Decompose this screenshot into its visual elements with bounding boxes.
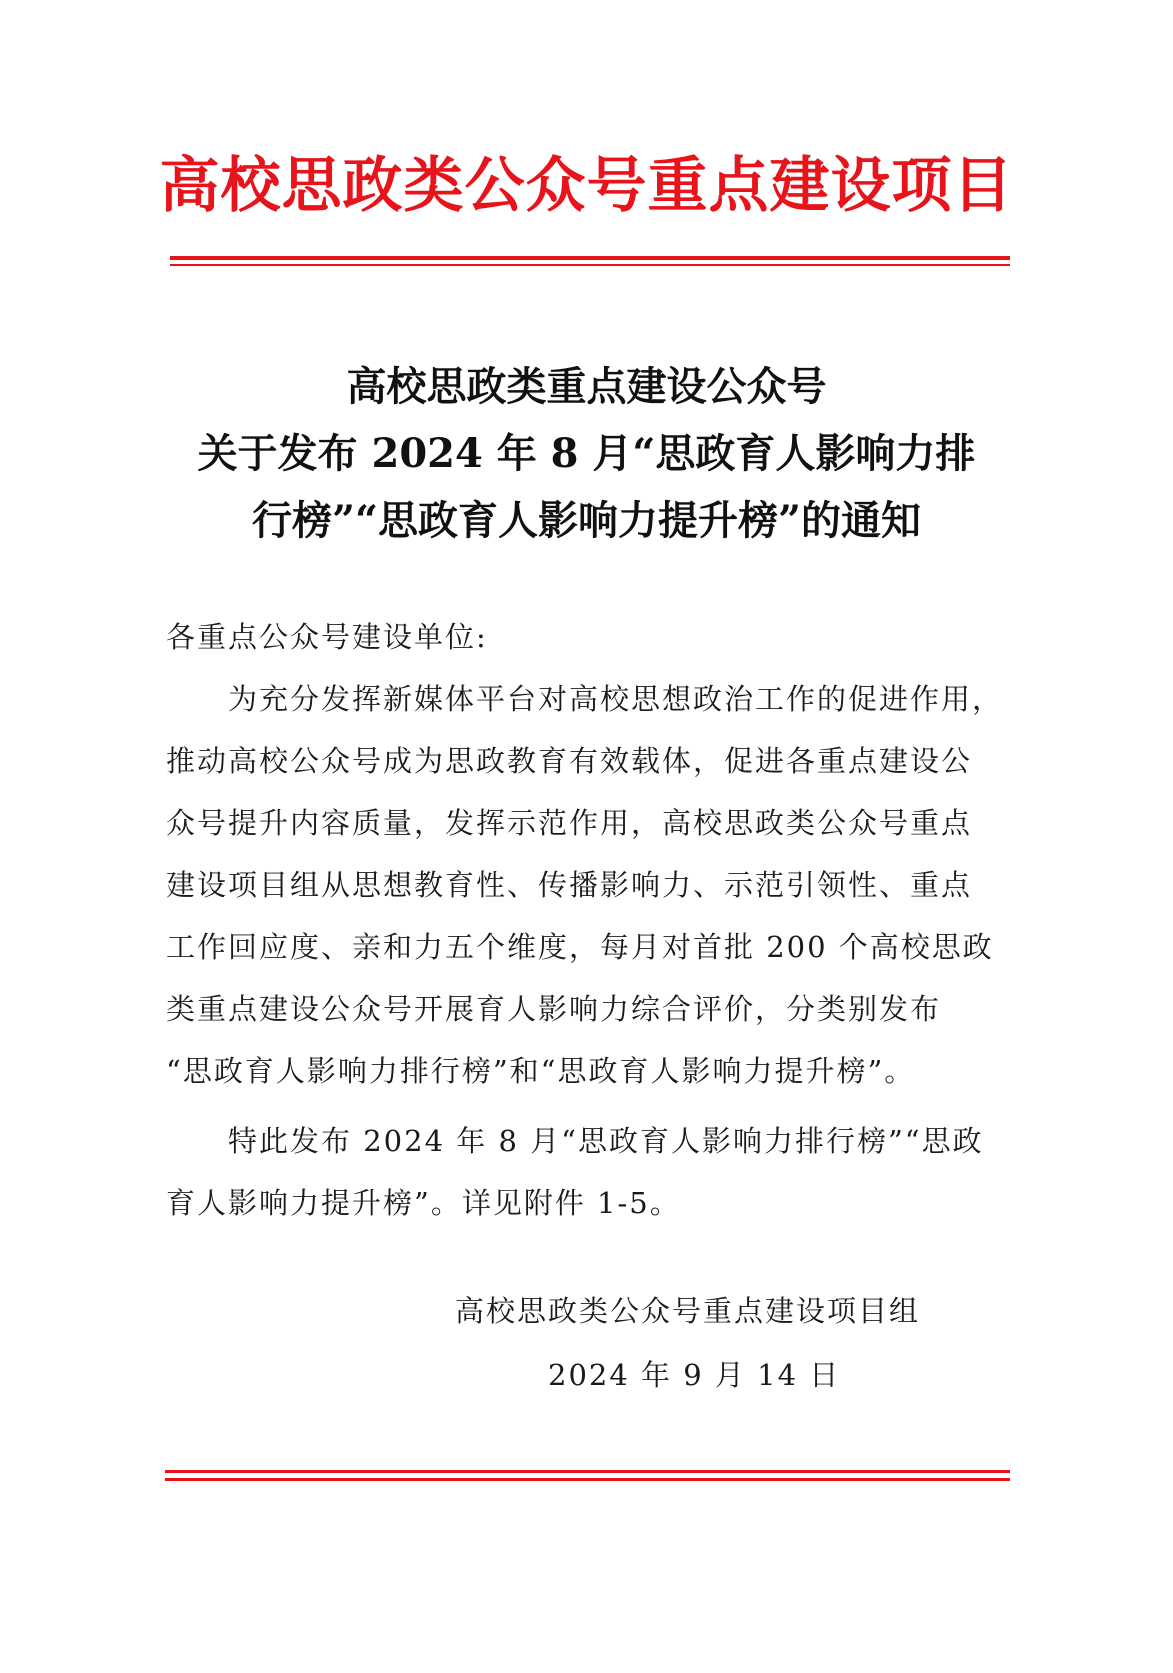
paragraph-2-line: 育人影响力提升榜”。详见附件 1-5。: [166, 1186, 681, 1220]
signature-organization: 高校思政类公众号重点建设项目组: [455, 1294, 921, 1328]
paragraph-1-line: 众号提升内容质量，发挥示范作用，高校思政类公众号重点: [166, 806, 973, 840]
salutation: 各重点公众号建设单位:: [166, 620, 488, 654]
paragraph-2: [166, 1110, 1028, 1234]
notice-title: [150, 353, 1023, 554]
paragraph-1-line: 建设项目组从思想教育性、传播影响力、示范引领性、重点: [166, 868, 973, 902]
paragraph-2-line: 特此发布 2024 年 8 月“思政育人影响力排行榜”“思政: [166, 1124, 984, 1158]
paragraph-1-line: 工作回应度、亲和力五个维度，每月对首批 200 个高校思政: [166, 930, 994, 964]
masthead-title: 高校思政类公众号重点建设项目: [159, 151, 1014, 221]
masthead-rule-thin: [170, 264, 1010, 266]
paragraph-1-line: 推动高校公众号成为思政教育有效载体，促进各重点建设公: [166, 744, 973, 778]
notice-title-line-2: 关于发布 2024 年 8 月“思政育人影响力排: [197, 430, 976, 477]
paragraph-1-line: “思政育人影响力排行榜”和“思政育人影响力提升榜”。: [166, 1054, 916, 1088]
notice-title-line-3: 行榜”“思政育人影响力提升榜”的通知: [251, 497, 922, 544]
footer-rule-upper: [165, 1470, 1010, 1473]
paragraph-1-line: 为充分发挥新媒体平台对高校思想政治工作的促进作用，: [166, 682, 1004, 716]
masthead-rule-thick: [170, 256, 1010, 260]
footer-rule-lower: [165, 1478, 1010, 1481]
paragraph-1: [166, 668, 1028, 1102]
notice-title-line-1: 高校思政类重点建设公众号: [346, 363, 827, 410]
signature-date: 2024 年 9 月 14 日: [548, 1358, 841, 1392]
paragraph-1-line: 类重点建设公众号开展育人影响力综合评价，分类别发布: [166, 992, 942, 1026]
